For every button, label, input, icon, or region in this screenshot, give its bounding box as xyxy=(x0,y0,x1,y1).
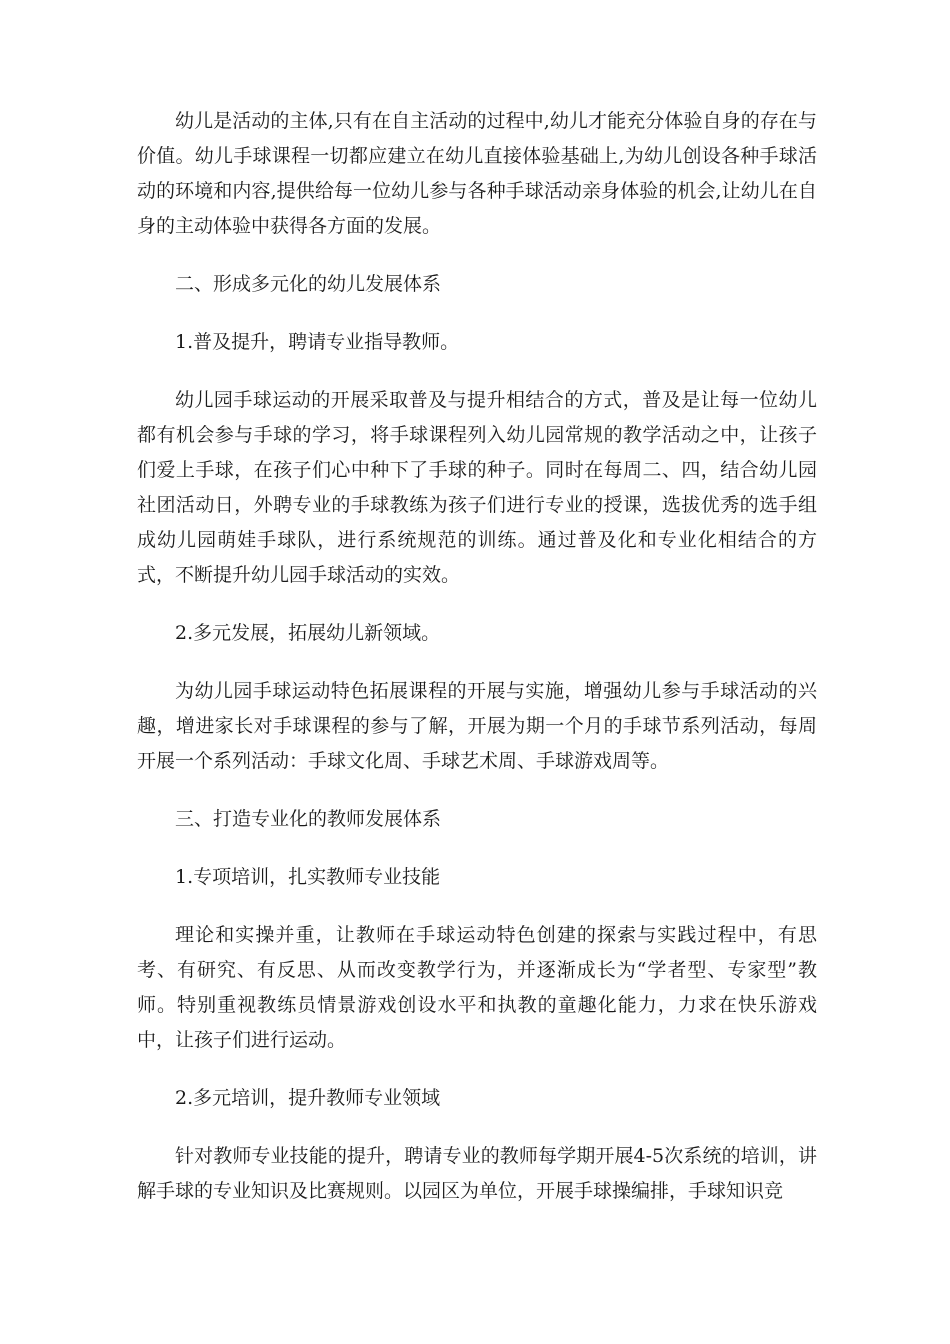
paragraph-handball-festival: 为幼儿园手球运动特色拓展课程的开展与实施，增强幼儿参与手球活动的兴趣，增进家长对手球课程的参与了解，开展为期一个月的手球节系列活动，每周开展一个系列活动：手球文化周、手球艺术周、手球游戏周等。 xyxy=(137,680,817,772)
subheading-diverse-training: 2.多元培训，提升教师专业领域 xyxy=(175,1087,441,1109)
paragraph-teacher-skills: 针对教师专业技能的提升，聘请专业的教师每学期开展4-5次系统的培训，讲解手球的专业知识及比赛规则。以园区为单位，开展手球操编排，手球知识竞 xyxy=(137,1145,817,1202)
paragraph-child-subject: 幼儿是活动的主体,只有在自主活动的过程中,幼儿才能充分体验自身的存在与价值。幼儿手球课程一切都应建立在幼儿直接体验基础上,为幼儿创设各种手球活动的环境和内容,提供给每一位幼儿参与各种手球活动亲身体验的机会,让幼儿在自身的主动体验中获得各方面的发展。 xyxy=(137,110,817,237)
subheading-diverse-development: 2.多元发展，拓展幼儿新领域。 xyxy=(175,622,441,644)
paragraph-theory-practice: 理论和实操并重，让教师在手球运动特色创建的探索与实践过程中，有思考、有研究、有反思、从而改变教学行为，并逐渐成长为“学者型、专家型”教师。特别重视教练员情景游戏创设水平和执教的童趣化能力，力求在快乐游戏中，让孩子们进行运动。 xyxy=(137,924,817,1051)
subheading-special-training: 1.专项培训，扎实教师专业技能 xyxy=(175,866,441,888)
section-heading-child-development: 二、形成多元化的幼儿发展体系 xyxy=(175,273,442,295)
document-body xyxy=(137,104,817,1232)
subheading-popularize-improve: 1.普及提升，聘请专业指导教师。 xyxy=(175,331,460,353)
section-heading-teacher-development: 三、打造专业化的教师发展体系 xyxy=(175,808,442,830)
paragraph-handball-popularization: 幼儿园手球运动的开展采取普及与提升相结合的方式，普及是让每一位幼儿都有机会参与手球的学习，将手球课程列入幼儿园常规的教学活动之中，让孩子们爱上手球，在孩子们心中种下了手球的种子。同时在每周二、四，结合幼儿园社团活动日，外聘专业的手球教练为孩子们进行专业的授课，选拔优秀的选手组成幼儿园萌娃手球队，进行系统规范的训练。通过普及化和专业化相结合的方式，不断提升幼儿园手球活动的实效。 xyxy=(137,389,817,586)
